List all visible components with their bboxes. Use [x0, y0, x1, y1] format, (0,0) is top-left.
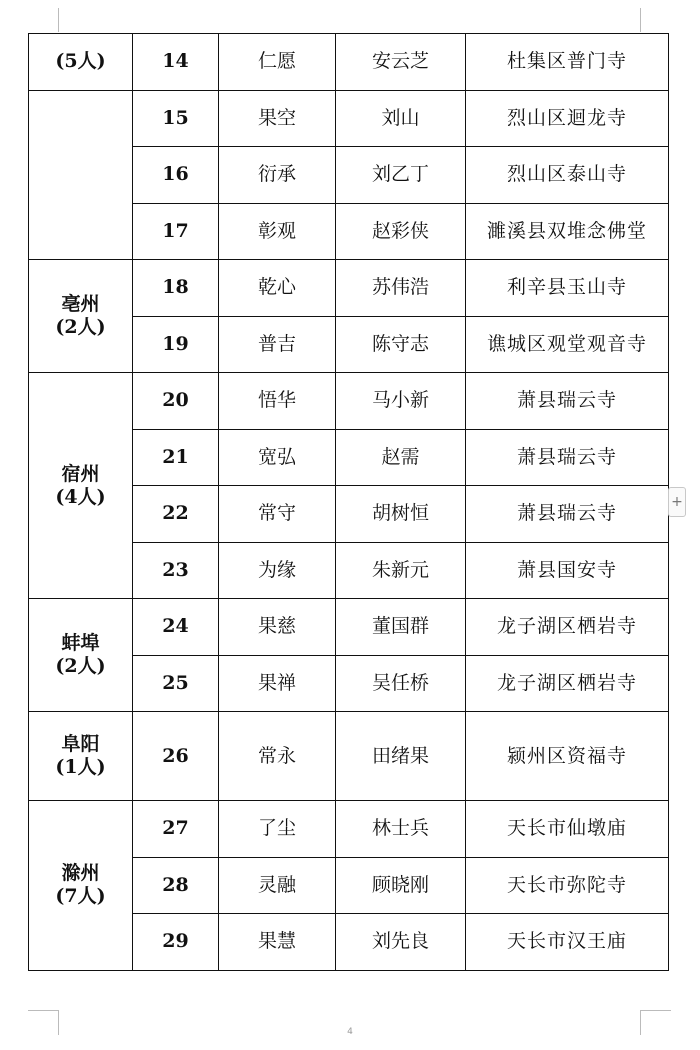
- lay-name: 朱新元: [336, 542, 466, 599]
- lay-name: 苏伟浩: [336, 260, 466, 317]
- temple-name: 龙子湖区栖岩寺: [466, 655, 669, 712]
- city-name: 滁州: [61, 862, 100, 885]
- city-cell: [29, 373, 133, 599]
- dharma-name: 仁愿: [219, 34, 336, 91]
- temple-name: 颍州区资福寺: [466, 712, 669, 801]
- temple-name: 萧县瑞云寺: [466, 373, 669, 430]
- lay-name: 赵彩侠: [336, 203, 466, 260]
- temple-name: 天长市弥陀寺: [466, 857, 669, 914]
- city-name: 阜阳: [61, 733, 100, 756]
- lay-name: 刘乙丁: [336, 147, 466, 204]
- dharma-name: 常永: [219, 712, 336, 801]
- crop-mark-top-right: [640, 8, 671, 32]
- row-number: 16: [133, 147, 219, 204]
- city-name: 亳州: [61, 293, 100, 316]
- city-cell: [29, 599, 133, 712]
- temple-name: 杜集区普门寺: [466, 34, 669, 91]
- dharma-name: 悟华: [219, 373, 336, 430]
- dharma-name: 果慈: [219, 599, 336, 656]
- row-number: 28: [133, 857, 219, 914]
- city-name: 蚌埠: [61, 632, 100, 655]
- lay-name: 刘山: [336, 90, 466, 147]
- lay-name: 刘先良: [336, 914, 466, 971]
- table-row: [29, 801, 669, 858]
- temple-name: 烈山区迴龙寺: [466, 90, 669, 147]
- city-cell: [29, 712, 133, 801]
- row-number: 20: [133, 373, 219, 430]
- dharma-name: 果空: [219, 90, 336, 147]
- row-number: 21: [133, 429, 219, 486]
- row-number: 15: [133, 90, 219, 147]
- temple-name: 萧县瑞云寺: [466, 429, 669, 486]
- dharma-name: 普吉: [219, 316, 336, 373]
- city-count: (7人): [55, 885, 106, 908]
- city-cell: [29, 34, 133, 91]
- lay-name: 林士兵: [336, 801, 466, 858]
- dharma-name: 灵融: [219, 857, 336, 914]
- dharma-name: 了尘: [219, 801, 336, 858]
- table-row: [29, 373, 669, 430]
- row-number: 26: [133, 712, 219, 801]
- city-cell: [29, 801, 133, 971]
- lay-name: 马小新: [336, 373, 466, 430]
- row-number: 24: [133, 599, 219, 656]
- temple-name: 萧县国安寺: [466, 542, 669, 599]
- temple-name: 利辛县玉山寺: [466, 260, 669, 317]
- row-number: 17: [133, 203, 219, 260]
- lay-name: 胡树恒: [336, 486, 466, 543]
- dharma-name: 果慧: [219, 914, 336, 971]
- row-number: 25: [133, 655, 219, 712]
- lay-name: 赵需: [336, 429, 466, 486]
- add-table-row-button[interactable]: +: [668, 487, 686, 517]
- temple-name: 谯城区观堂观音寺: [466, 316, 669, 373]
- temple-name: 烈山区泰山寺: [466, 147, 669, 204]
- lay-name: 董国群: [336, 599, 466, 656]
- row-number: 14: [133, 34, 219, 91]
- lay-name: 安云芝: [336, 34, 466, 91]
- lay-name: 田绪果: [336, 712, 466, 801]
- row-number: 19: [133, 316, 219, 373]
- city-count: (1人): [55, 756, 106, 778]
- crop-mark-top-left: [28, 8, 59, 32]
- temple-name: 濉溪县双堆念佛堂: [466, 203, 669, 260]
- dharma-name: 果禅: [219, 655, 336, 712]
- table-row: [29, 34, 669, 91]
- row-number: 22: [133, 486, 219, 543]
- lay-name: 陈守志: [336, 316, 466, 373]
- city-cell: [29, 90, 133, 260]
- row-number: 29: [133, 914, 219, 971]
- city-cell: [29, 260, 133, 373]
- roster-body: [29, 34, 669, 971]
- temple-name: 天长市汉王庙: [466, 914, 669, 971]
- row-number: 23: [133, 542, 219, 599]
- temple-name: 天长市仙墩庙: [466, 801, 669, 858]
- roster-table: [28, 33, 669, 971]
- table-row: [29, 90, 669, 147]
- lay-name: 吴任桥: [336, 655, 466, 712]
- lay-name: 顾晓刚: [336, 857, 466, 914]
- dharma-name: 为缘: [219, 542, 336, 599]
- dharma-name: 宽弘: [219, 429, 336, 486]
- table-row: [29, 599, 669, 656]
- dharma-name: 衍承: [219, 147, 336, 204]
- page-number: 4: [347, 1027, 353, 1037]
- temple-name: 萧县瑞云寺: [466, 486, 669, 543]
- dharma-name: 彰观: [219, 203, 336, 260]
- dharma-name: 常守: [219, 486, 336, 543]
- city-count: (2人): [55, 655, 106, 677]
- city-count: (2人): [55, 316, 106, 338]
- city-count: (5人): [55, 50, 106, 73]
- row-number: 18: [133, 260, 219, 317]
- table-row: [29, 712, 669, 801]
- temple-name: 龙子湖区栖岩寺: [466, 599, 669, 656]
- table-row: [29, 260, 669, 317]
- city-count: (4人): [55, 485, 106, 508]
- city-name: 宿州: [61, 462, 100, 485]
- row-number: 27: [133, 801, 219, 858]
- dharma-name: 乾心: [219, 260, 336, 317]
